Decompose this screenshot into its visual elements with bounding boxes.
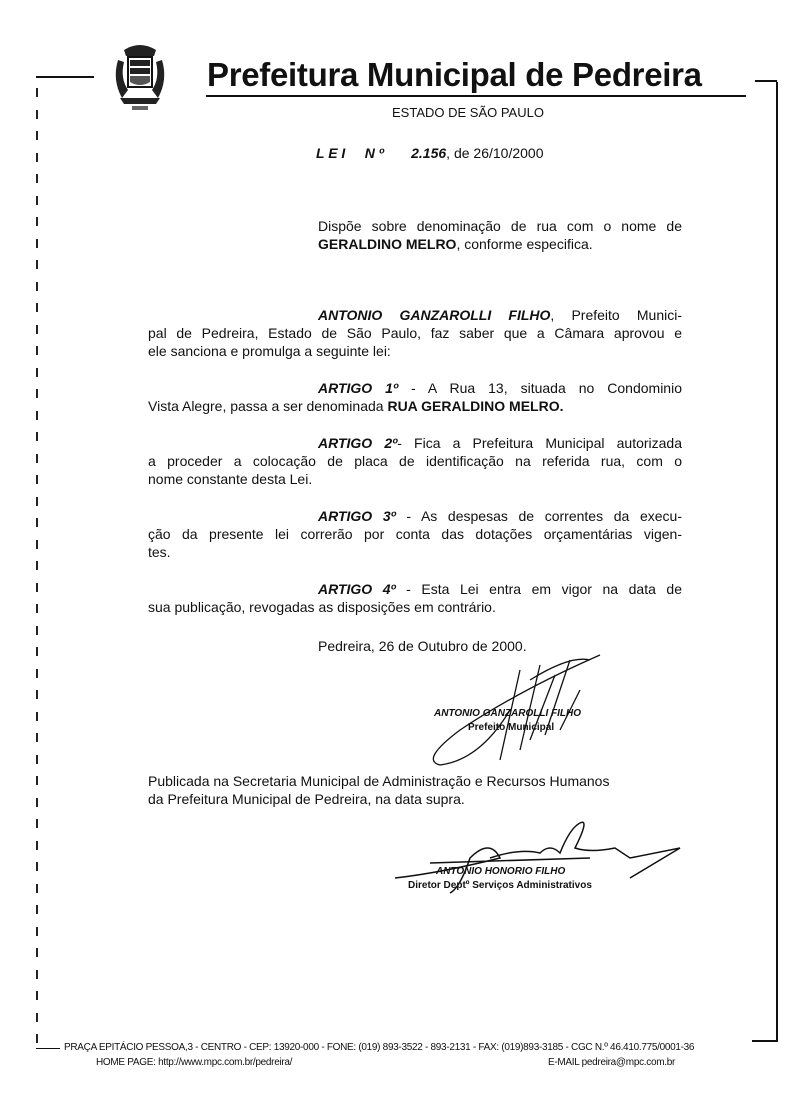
director-signature-title: Diretor Deptº Serviços Administrativos xyxy=(408,880,592,891)
footer-left-rule xyxy=(36,1048,60,1049)
publication-line-2: da Prefeitura Municipal de Pedreira, na data supra. xyxy=(148,791,465,807)
law-prefix: L E I xyxy=(316,145,346,161)
border-dash xyxy=(36,239,38,248)
border-dash xyxy=(36,1013,38,1022)
border-dash xyxy=(36,905,38,914)
border-dash xyxy=(36,583,38,592)
border-dash xyxy=(36,669,38,678)
summary-line-2 xyxy=(318,235,593,253)
border-dash xyxy=(36,196,38,205)
footer-email: E-MAIL pedreira@mpc.com.br xyxy=(548,1057,676,1068)
border-dash xyxy=(36,174,38,183)
article-text: - Fica a Prefeitura Municipal autorizada xyxy=(397,435,683,451)
article-3-line-1 xyxy=(318,507,682,525)
border-dash xyxy=(36,88,38,97)
closing-date: Pedreira, 26 de Outubro de 2000. xyxy=(318,638,527,654)
border-dash xyxy=(36,1034,38,1043)
footer-right-rule xyxy=(752,1040,778,1042)
article-label: ARTIGO 2º xyxy=(318,435,398,451)
border-dash xyxy=(36,776,38,785)
border-dash xyxy=(36,690,38,699)
article-2-line-1 xyxy=(318,434,682,452)
article-text: nome constante desta Lei. xyxy=(148,471,313,487)
border-dash xyxy=(36,927,38,936)
header-right-rule xyxy=(755,80,777,82)
article-3-line-3 xyxy=(148,543,682,561)
article-text: Vista Alegre, passa a ser denominada xyxy=(148,398,388,414)
border-dash xyxy=(36,131,38,140)
article-2-line-3 xyxy=(148,470,682,488)
law-date: , de 26/10/2000 xyxy=(446,145,544,161)
law-number: 2.156 xyxy=(411,145,447,161)
page-title: Prefeitura Municipal de Pedreira xyxy=(207,56,702,93)
footer-address: PRAÇA EPITÁCIO PESSOA,3 - CENTRO - CEP: 13920-000 - FONE: (019) 893-3522 - 893-2131 - FAX: (019)893-3185 - CGC N.º 46.410.775/0001-36 xyxy=(64,1042,695,1053)
border-dash xyxy=(36,346,38,355)
border-dash xyxy=(36,518,38,527)
article-text: - Esta Lei entra em vigor na data de xyxy=(395,581,682,597)
preamble-rest: , Prefeito Munici- xyxy=(550,307,682,323)
article-label: ARTIGO 3º xyxy=(318,508,396,524)
article-text: ção da presente lei correrão por conta das dotações orçamentárias vigen- xyxy=(148,526,682,542)
director-signature-name: ANTONIO HONORIO FILHO xyxy=(436,866,566,877)
border-dash xyxy=(36,733,38,742)
article-3-line-2 xyxy=(148,525,682,543)
border-dash xyxy=(36,325,38,334)
article-label: ARTIGO 4º xyxy=(318,581,396,597)
border-dash xyxy=(36,755,38,764)
border-dash xyxy=(36,110,38,119)
municipal-crest-logo xyxy=(110,40,170,116)
border-dash xyxy=(36,626,38,635)
article-1-line-2 xyxy=(148,397,682,415)
border-dash xyxy=(36,841,38,850)
law-heading xyxy=(316,144,543,162)
border-dash xyxy=(36,497,38,506)
law-number-label: N º xyxy=(364,145,384,161)
border-dash xyxy=(36,454,38,463)
header-left-rule xyxy=(36,76,94,78)
preamble-line-1 xyxy=(318,306,682,324)
border-dash xyxy=(36,475,38,484)
border-dash xyxy=(36,411,38,420)
border-dash xyxy=(36,282,38,291)
state-subtitle: ESTADO DE SÃO PAULO xyxy=(392,105,544,120)
border-dash xyxy=(36,970,38,979)
border-dash xyxy=(36,604,38,613)
border-dash xyxy=(36,884,38,893)
border-dash xyxy=(36,948,38,957)
border-dash xyxy=(36,862,38,871)
border-dash xyxy=(36,991,38,1000)
honoree-name: GERALDINO MELRO xyxy=(318,236,457,252)
summary-rest: , conforme especifica. xyxy=(456,236,593,252)
border-dash xyxy=(36,260,38,269)
border-dash xyxy=(36,647,38,656)
summary-line-1: Dispõe sobre denominação de rua com o nome de xyxy=(318,218,682,234)
right-border xyxy=(776,82,778,1040)
title-underline xyxy=(206,95,746,97)
mayor-name: ANTONIO GANZAROLLI FILHO xyxy=(318,307,551,323)
article-text: tes. xyxy=(148,544,171,560)
border-dash xyxy=(36,303,38,312)
preamble-line-3: ele sanciona e promulga a seguinte lei: xyxy=(148,343,391,359)
publication-line-1: Publicada na Secretaria Municipal de Administração e Recursos Humanos xyxy=(148,773,610,789)
border-dash xyxy=(36,217,38,226)
mayor-signature-name: ANTONIO GANZAROLLI FILHO xyxy=(434,708,582,719)
article-text: - As despesas de correntes da execu- xyxy=(395,508,682,524)
article-text: a proceder a colocação de placa de identificação na referida rua, com o xyxy=(148,453,682,469)
border-dash xyxy=(36,432,38,441)
border-dash xyxy=(36,819,38,828)
border-dash xyxy=(36,561,38,570)
article-text: - A Rua 13, situada no Condominio xyxy=(398,380,682,396)
border-dash xyxy=(36,540,38,549)
border-dash xyxy=(36,153,38,162)
border-dash xyxy=(36,798,38,807)
article-text: sua publicação, revogadas as disposições em contrário. xyxy=(148,599,496,615)
article-1-line-1 xyxy=(318,379,682,397)
footer-homepage: HOME PAGE: http://www.mpc.com.br/pedreira/ xyxy=(96,1057,293,1068)
street-new-name: RUA GERALDINO MELRO. xyxy=(387,398,564,414)
border-dash xyxy=(36,712,38,721)
border-dash xyxy=(36,389,38,398)
article-4-line-2 xyxy=(148,598,682,616)
mayor-signature-title: Prefeito Municipal xyxy=(468,722,555,733)
article-label: ARTIGO 1º xyxy=(318,380,399,396)
preamble-line-2: pal de Pedreira, Estado de São Paulo, faz saber que a Câmara aprovou e xyxy=(148,325,682,341)
article-2-line-2 xyxy=(148,452,682,470)
border-dash xyxy=(36,368,38,377)
article-4-line-1 xyxy=(318,580,682,598)
